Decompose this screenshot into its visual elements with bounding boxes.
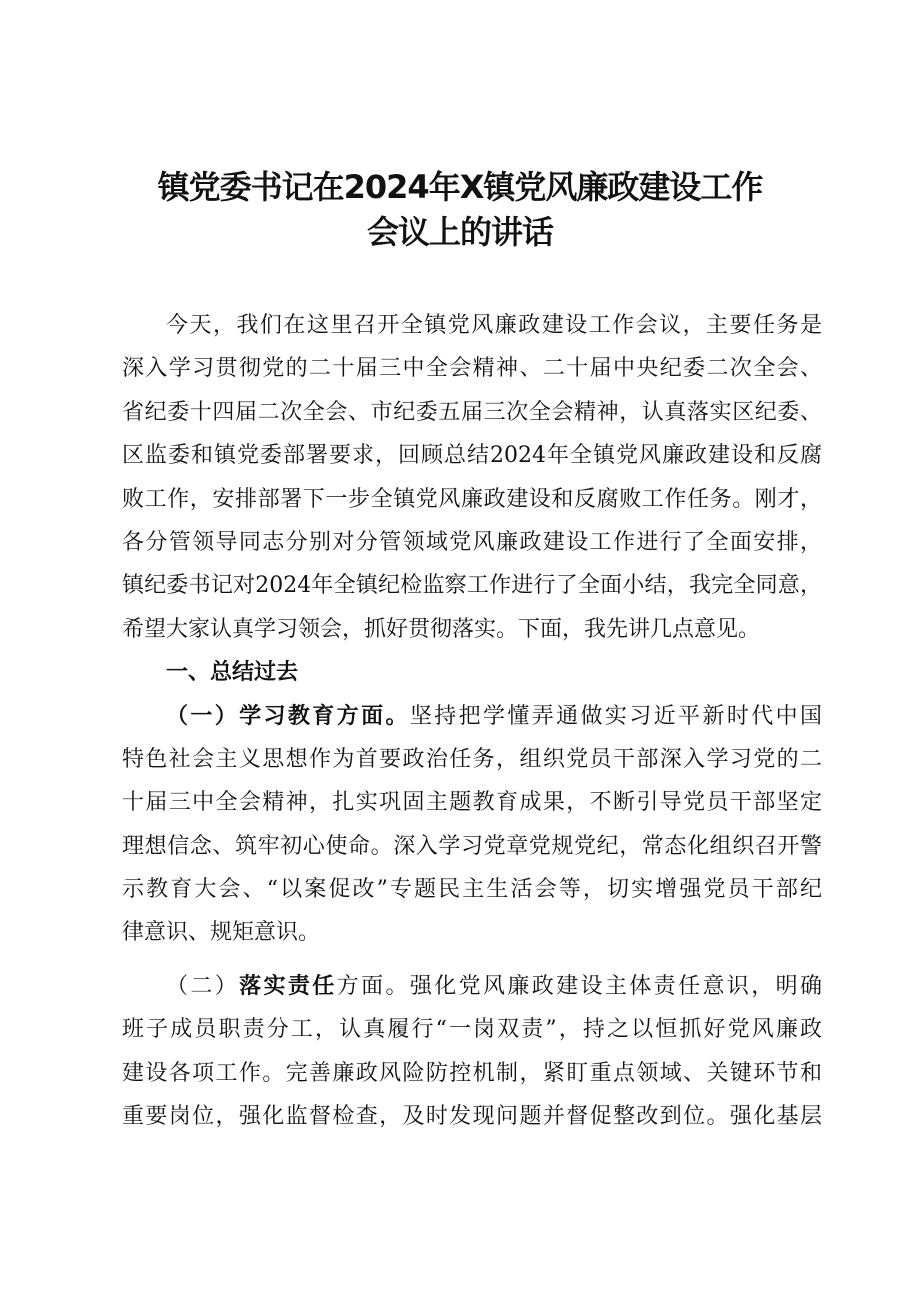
subsection-first-line-text: 坚持把学懂弄通做实习近平新时代中国	[409, 703, 822, 729]
intro-paragraph	[122, 304, 822, 651]
paragraph-line: 律意识、规矩意识。	[122, 920, 321, 946]
paragraph-line: 十届三中全会精神，扎实巩固主题教育成果，不断引导党员干部坚定	[122, 790, 822, 816]
subsection-study-education	[122, 695, 822, 955]
document-title	[100, 165, 820, 255]
paragraph-line: 理想信念、筑牢初心使命。深入学习党章党规党纪，常态化组织召开警	[122, 833, 822, 859]
paragraph-line: 败工作，安排部署下一步全镇党风廉政建设和反腐败工作任务。刚才，	[122, 486, 822, 512]
paragraph-line: 区监委和镇党委部署要求，回顾总结2024年全镇党风廉政建设和反腐	[122, 443, 822, 469]
subsection-heading: 落实责任	[239, 973, 337, 999]
paragraph-gap	[122, 955, 822, 965]
paragraph-line: 今天，我们在这里召开全镇党风廉政建设工作会议，主要任务是	[166, 313, 822, 338]
paragraph-line: 班子成员职责分工，认真履行“一岗双责”，持之以恒抓好党风廉政	[122, 1017, 822, 1043]
paragraph-line: 重要岗位，强化监督检查，及时发现问题并督促整改到位。强化基层	[122, 1104, 822, 1130]
document-body	[122, 304, 822, 1138]
subsection-first-line	[122, 965, 822, 1008]
subsection-first-line-text: 方面。强化党风廉政建设主体责任意识，明确	[336, 973, 822, 999]
subsection-prefix: （二）	[166, 973, 240, 999]
paragraph-line: 省纪委十四届二次全会、市纪委五届三次全会精神，认真落实区纪委、	[122, 399, 822, 425]
subsection-responsibility	[122, 965, 822, 1139]
title-line-1: 镇党委书记在2024年X镇党风廉政建设工作	[157, 168, 763, 206]
paragraph-line: 镇纪委书记对2024年全镇纪检监察工作进行了全面小结，我完全同意，	[122, 573, 822, 599]
paragraph-line: 特色社会主义思想作为首要政治任务，组织党员干部深入学习党的二	[122, 746, 822, 772]
paragraph-line: 深入学习贯彻党的二十届三中全会精神、二十届中央纪委二次全会、	[122, 356, 822, 382]
title-line-2: 会议上的讲话	[366, 213, 553, 251]
paragraph-line: 希望大家认真学习领会，抓好贯彻落实。下面，我先讲几点意见。	[122, 616, 761, 642]
section-heading: 一、总结过去	[166, 660, 299, 686]
paragraph-line: 各分管领导同志分别对分管领域党风廉政建设工作进行了全面安排，	[122, 529, 822, 555]
paragraph-line: 示教育大会、“以案促改”专题民主生活会等，切实增强党员干部纪	[122, 877, 822, 903]
paragraph-line: 建设各项工作。完善廉政风险防控机制，紧盯重点领域、关键环节和	[122, 1060, 822, 1086]
subsection-first-line	[122, 695, 822, 738]
subsection-heading: （一）学习教育方面。	[166, 703, 410, 729]
